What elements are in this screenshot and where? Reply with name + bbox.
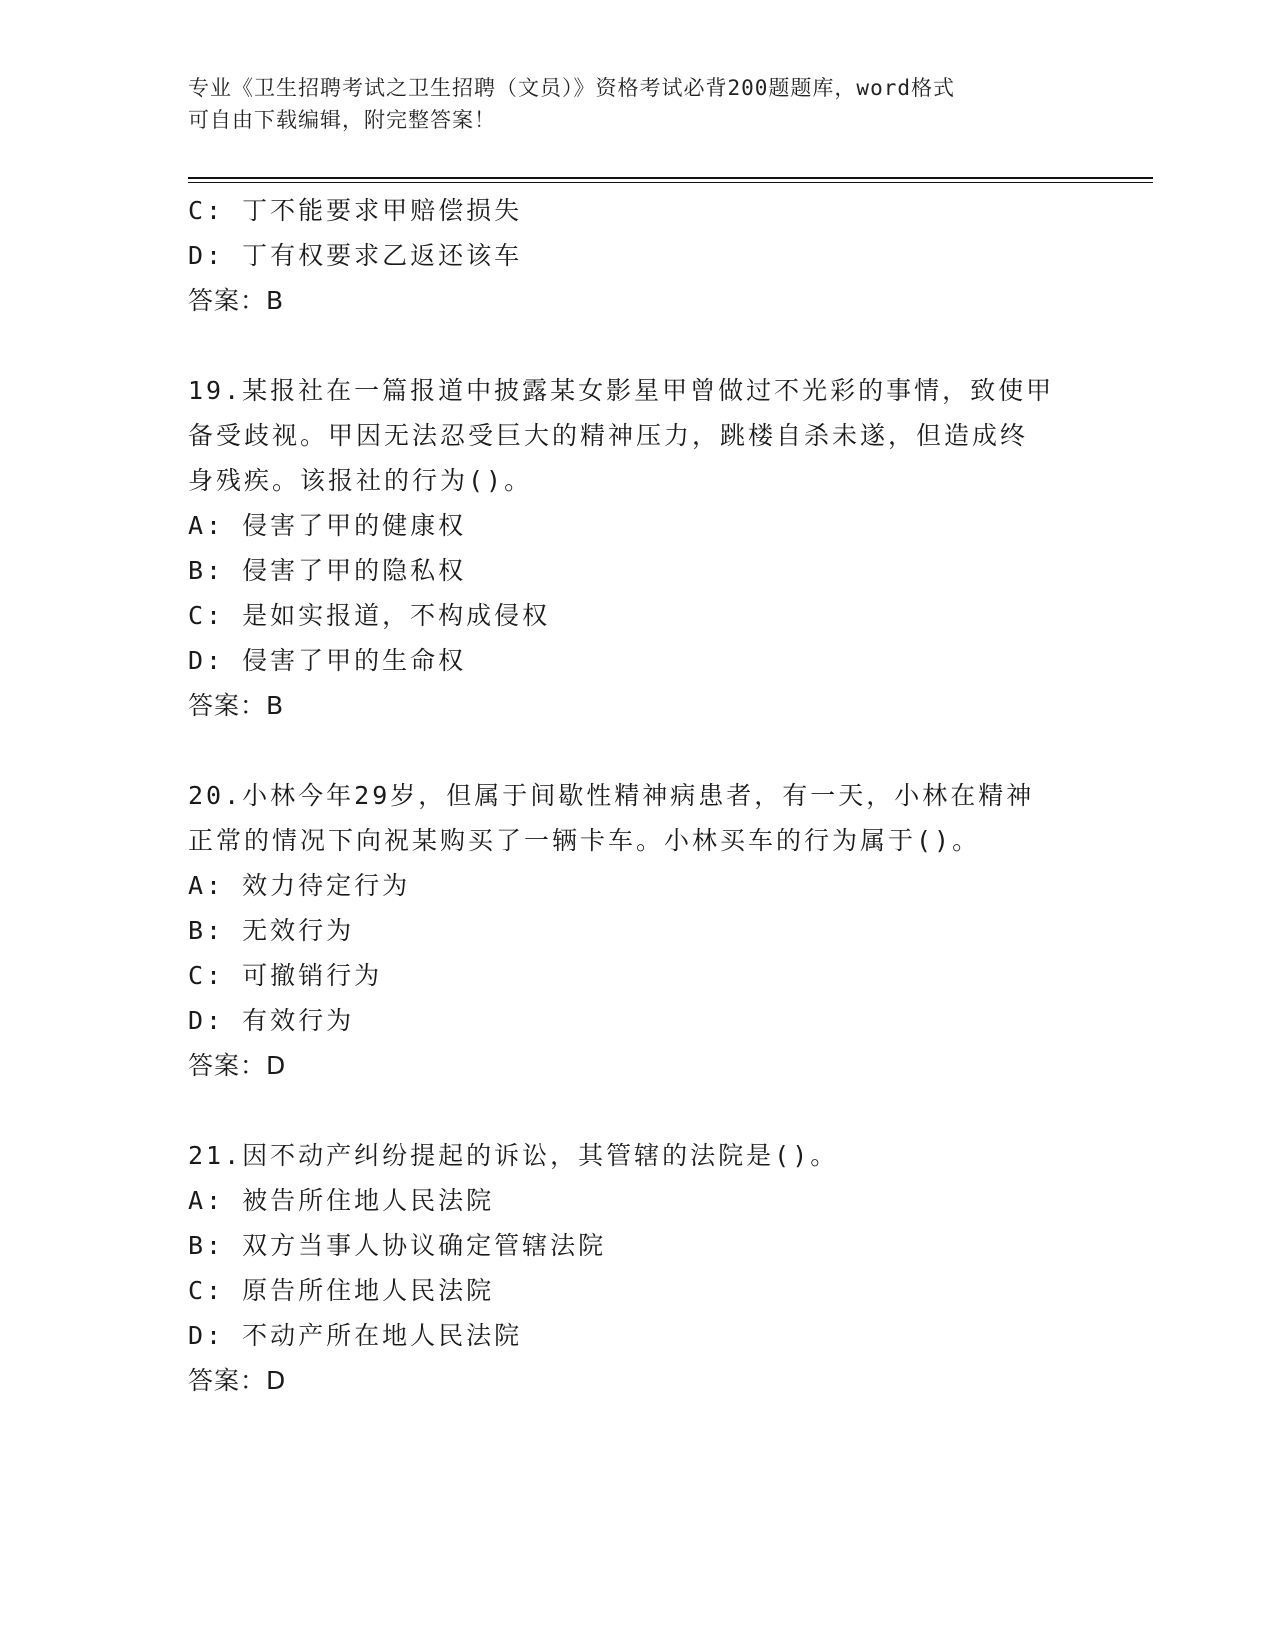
option-c: C: 原告所住地人民法院 xyxy=(188,1276,495,1305)
option-d: D: 不动产所在地人民法院 xyxy=(188,1321,523,1350)
header-line-1: 专业《卫生招聘考试之卫生招聘（文员）》资格考试必背200题题库，word格式 xyxy=(188,76,955,100)
question-stem-line: 备受歧视。甲因无法忍受巨大的精神压力，跳楼自杀未遂，但造成终 xyxy=(188,421,1029,450)
question-stem-line: 21.因不动产纠纷提起的诉讼，其管辖的法院是()。 xyxy=(188,1141,839,1170)
header-line-2: 可自由下载编辑，附完整答案！ xyxy=(188,108,496,132)
answer-line: 答案：B xyxy=(188,286,285,315)
option-d: D: 有效行为 xyxy=(188,1006,355,1035)
option-d: D: 丁有权要求乙返还该车 xyxy=(188,241,523,270)
answer-line: 答案：B xyxy=(188,691,285,720)
question-19 xyxy=(188,368,1088,728)
question-stem-line: 20.小林今年29岁，但属于间歇性精神病患者，有一天，小林在精神 xyxy=(188,781,1035,810)
option-c: C: 可撤销行为 xyxy=(188,961,383,990)
option-a: A: 侵害了甲的健康权 xyxy=(188,511,467,540)
option-c: C: 丁不能要求甲赔偿损失 xyxy=(188,196,523,225)
header-rule-thin xyxy=(188,182,1153,183)
document-header xyxy=(188,72,1088,136)
question-list xyxy=(188,188,1088,1403)
option-d: D: 侵害了甲的生命权 xyxy=(188,646,467,675)
question-21 xyxy=(188,1133,1088,1403)
option-a: A: 被告所住地人民法院 xyxy=(188,1186,495,1215)
question-stem-line: 正常的情况下向祝某购买了一辆卡车。小林买车的行为属于()。 xyxy=(188,826,981,855)
option-c: C: 是如实报道，不构成侵权 xyxy=(188,601,551,630)
header-rule-thick xyxy=(188,177,1153,179)
question-18-continued xyxy=(188,188,1088,323)
option-a: A: 效力待定行为 xyxy=(188,871,411,900)
answer-line: 答案：D xyxy=(188,1051,287,1080)
spacer xyxy=(188,1088,1088,1133)
answer-line: 答案：D xyxy=(188,1366,287,1395)
spacer xyxy=(188,323,1088,368)
spacer xyxy=(188,728,1088,773)
option-b: B: 双方当事人协议确定管辖法院 xyxy=(188,1231,607,1260)
question-20 xyxy=(188,773,1088,1088)
question-stem-line: 身残疾。该报社的行为()。 xyxy=(188,466,533,495)
option-b: B: 侵害了甲的隐私权 xyxy=(188,556,467,585)
question-stem-line: 19.某报社在一篇报道中披露某女影星甲曾做过不光彩的事情，致使甲 xyxy=(188,376,1055,405)
option-b: B: 无效行为 xyxy=(188,916,355,945)
